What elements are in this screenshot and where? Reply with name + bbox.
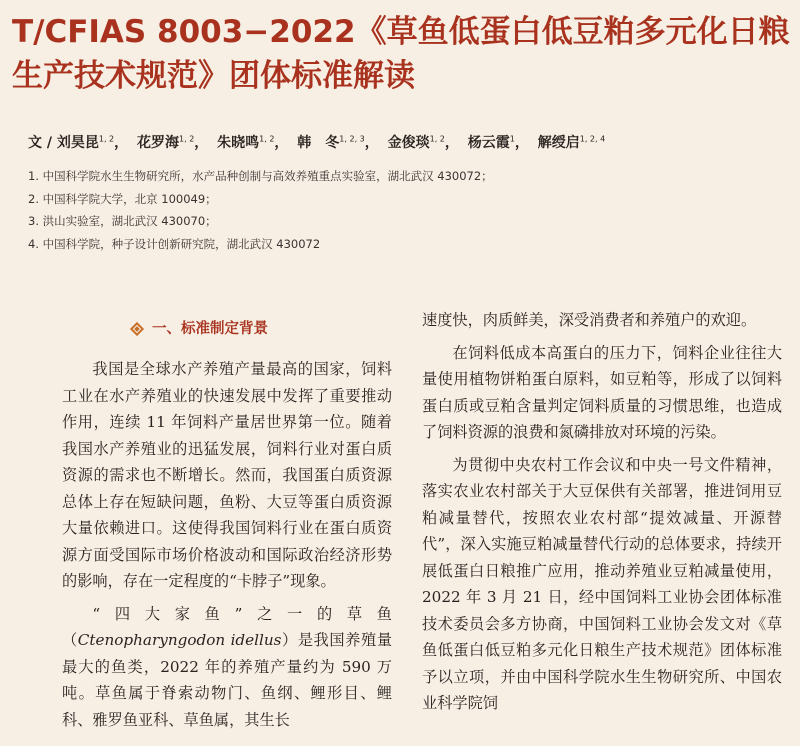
author: 花罗海$^{1, 2}$， [137, 134, 209, 151]
article-title: T/CFIAS 8003−2022《草鱼低蛋白低豆粕多元化日粮生产技术规范》团体标准解读 [12, 14, 790, 94]
left-column [62, 316, 392, 739]
affiliation: 4. 中国科学院，种子设计创新研究院，湖北武汉 430072 [28, 236, 321, 251]
author: 杨云霞$^1$， [467, 134, 529, 151]
affiliation-list [28, 165, 788, 255]
section-heading-text: 一、标准制定背景 [152, 320, 268, 337]
paragraph: “四大家鱼”之一的草鱼（Ctenopharyngodon idellus）是我国养殖量最大的鱼类，2022 年的养殖产量约为 590 万吨。草鱼属于脊索动物门、鱼纲、鲤形目、鲤科、雅罗鱼亚科、草鱼属，其生长 [62, 604, 392, 729]
paragraph: 为贯彻中央农村工作会议和中央一号文件精神，落实农业农村部关于大豆保供有关部署，推进饲用豆粕减量替代，按照农业农村部“提效减量、开源替代”，深入实施豆粕减量替代行动的总体要求，持续开展低蛋白日粮推广应用，推动养殖业豆粕减量使用，2022 年 3 月 21 日，经中国饲料工业协会团体标准技术委员会多方协商，中国饲料工业协会发文对《草鱼低蛋白低豆粕多元化日粮生产技术规范》团体标准予以立项，并由中国科学院水生生物研究所、中国农业科学院饲 [422, 455, 782, 712]
author: 韩 冬$^{1, 2, 3}$， [297, 134, 379, 151]
author: 解绶启$^{1, 2, 4}$ [537, 134, 606, 151]
affiliation: 2. 中国科学院大学，北京 100049； [28, 191, 217, 206]
paragraph: 我国是全球水产养殖产量最高的国家，饲料工业在水产养殖业的快速发展中发挥了重要推动作用，连续 11 年饲料产量居世界第一位。随着我国水产养殖业的迅猛发展，饲料行业对蛋白质资源的需求也不断增长。然而，我国蛋白质资源总体上存在短缺问题，鱼粉、大豆等蛋白质资源大量依赖进口。这使得我国饲料行业在蛋白质资源方面受国际市场价格波动和国际政治经济形势的影响，存在一定程度的“卡脖子”现象。 [62, 360, 392, 590]
affiliation: 3. 洪山实验室，湖北武汉 430070； [28, 214, 217, 228]
affiliation: 1. 中国科学院水生生物研究所，水产品种创制与高效养殖重点实验室，湖北武汉 430072； [28, 169, 493, 183]
diamond-bullet-icon [130, 322, 144, 336]
author: 金俊琰$^{1, 2}$， [387, 134, 459, 151]
author: 刘昊昆$^{1, 2}$， [56, 134, 129, 151]
paragraph: 速度快，肉质鲜美，深受消费者和养殖户的欢迎。 [422, 311, 757, 329]
paragraph: 在饲料低成本高蛋白的压力下，饲料企业往往大量使用植物饼粕蛋白原料，如豆粕等，形成了以饲料蛋白质或豆粕含量判定饲料质量的习惯思维，也造成了饲料资源的浪费和氮磷排放对环境的污染。 [422, 343, 782, 441]
author: 朱晓鸣$^{1, 2}$， [217, 134, 289, 151]
byline-prefix: 文 / [28, 135, 52, 151]
right-column [422, 307, 782, 723]
author-byline [28, 132, 788, 152]
latin-species-name: Ctenopharyngodon idellus [77, 631, 282, 649]
section-heading [132, 316, 392, 342]
